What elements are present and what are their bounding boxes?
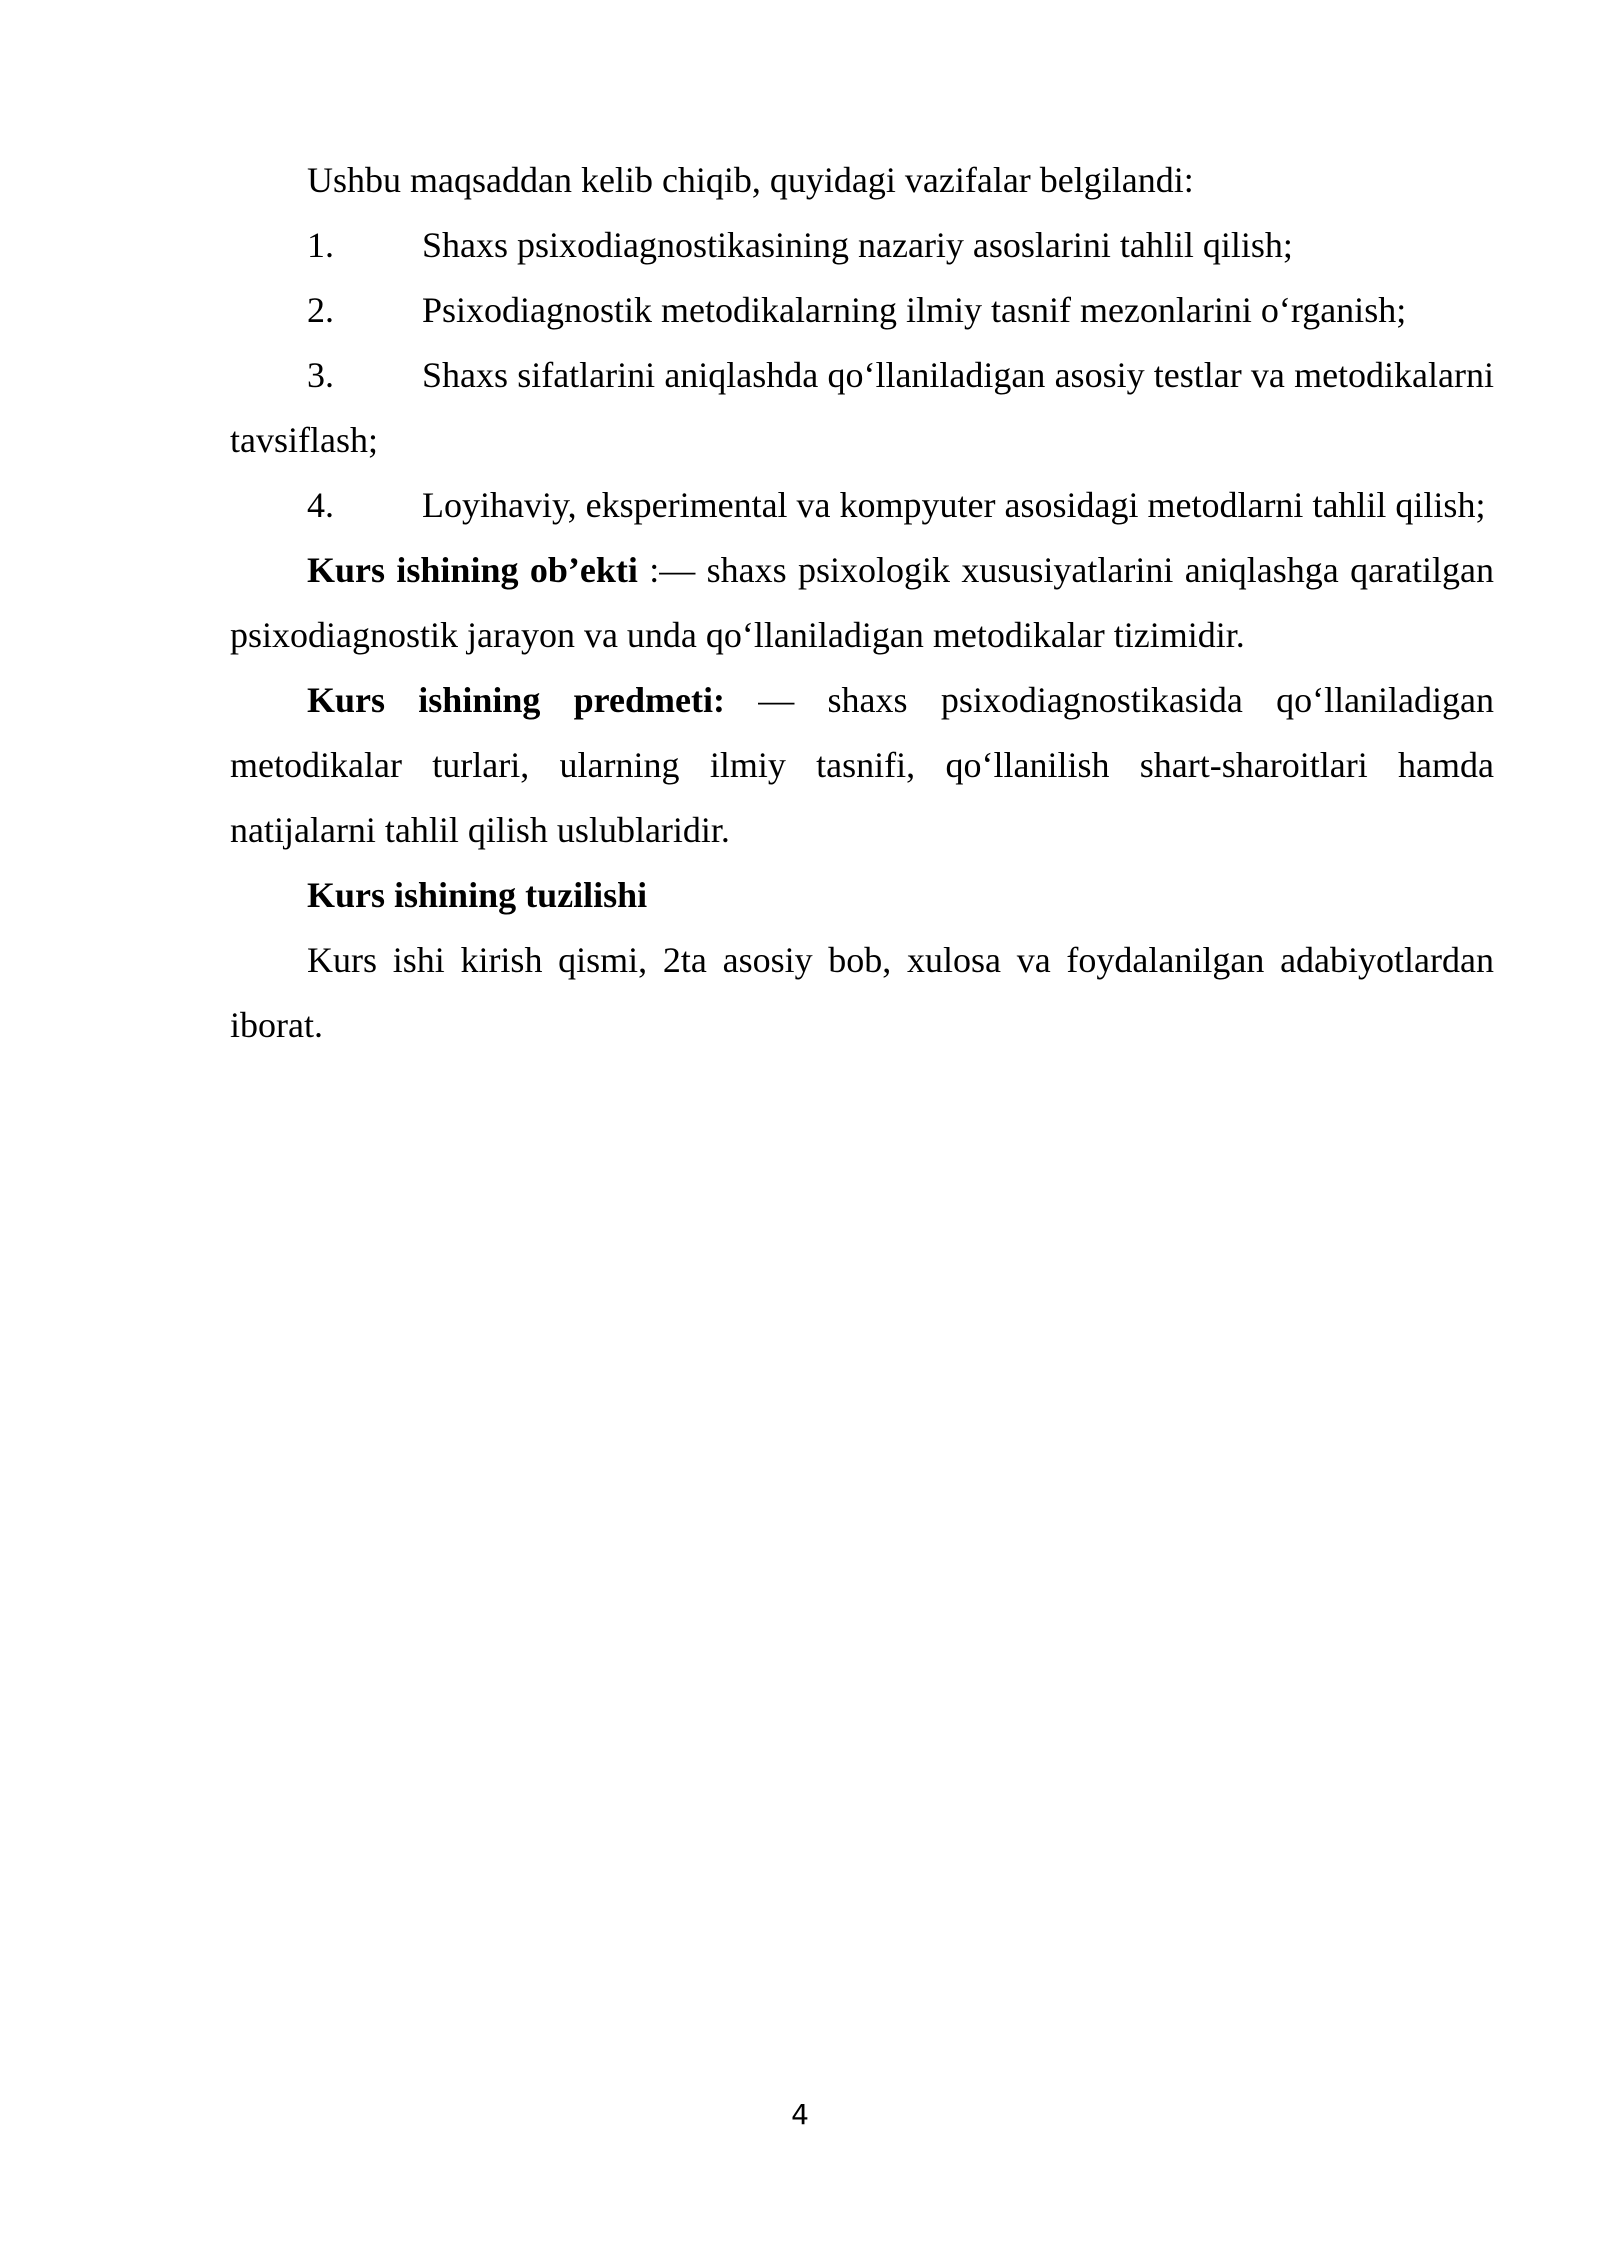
- task-number: 4.: [307, 485, 334, 525]
- subject-paragraph: [230, 668, 1494, 863]
- task-item-3: [230, 343, 1494, 473]
- task-item-4: [230, 473, 1494, 538]
- object-text: :— shaxs psixologik xususiyatlarini aniqlashga qaratilgan psixodiagnostik jarayon va unda qo‘llaniladigan metodikalar tizimidir.: [230, 550, 1495, 655]
- structure-paragraph: Kurs ishi kirish qismi, 2ta asosiy bob, xulosa va foydalanilgan adabiyotlardan iborat.: [230, 940, 1494, 1045]
- structure-heading-text: Kurs ishining tuzilishi: [307, 875, 648, 915]
- structure-heading: [230, 863, 1494, 928]
- task-number: 2.: [307, 290, 334, 330]
- task-text: Loyihaviy, eksperimental va kompyuter asosidagi metodlarni tahlil qilish;: [422, 485, 1486, 525]
- task-text: Shaxs psixodiagnostikasining nazariy asoslarini tahlil qilish;: [422, 225, 1293, 265]
- object-paragraph: [230, 538, 1494, 668]
- subject-text: — shaxs psixodiagnostikasida qo‘llaniladigan metodikalar turlari, ularning ilmiy tasnifi, qo‘llanilish shart-sharoitlari hamda natijalarni tahlil qilish uslublaridir.: [230, 680, 1495, 850]
- task-item-1: [230, 213, 1494, 278]
- intro-paragraph: Ushbu maqsaddan kelib chiqib, quyidagi vazifalar belgilandi:: [307, 160, 1194, 200]
- subject-label: Kurs ishining predmeti:: [307, 680, 725, 720]
- task-number: 3.: [307, 355, 334, 395]
- task-text: Psixodiagnostik metodikalarning ilmiy tasnif mezonlarini o‘rganish;: [422, 290, 1407, 330]
- task-text: Shaxs sifatlarini aniqlashda qo‘llaniladigan asosiy testlar va metodikalarni tavsiflash;: [230, 355, 1494, 460]
- page-number: 4: [791, 2098, 809, 2131]
- object-label: Kurs ishining ob’ekti: [307, 550, 638, 590]
- task-number: 1.: [307, 225, 334, 265]
- task-item-2: [230, 278, 1494, 343]
- page-body: [230, 148, 1494, 1058]
